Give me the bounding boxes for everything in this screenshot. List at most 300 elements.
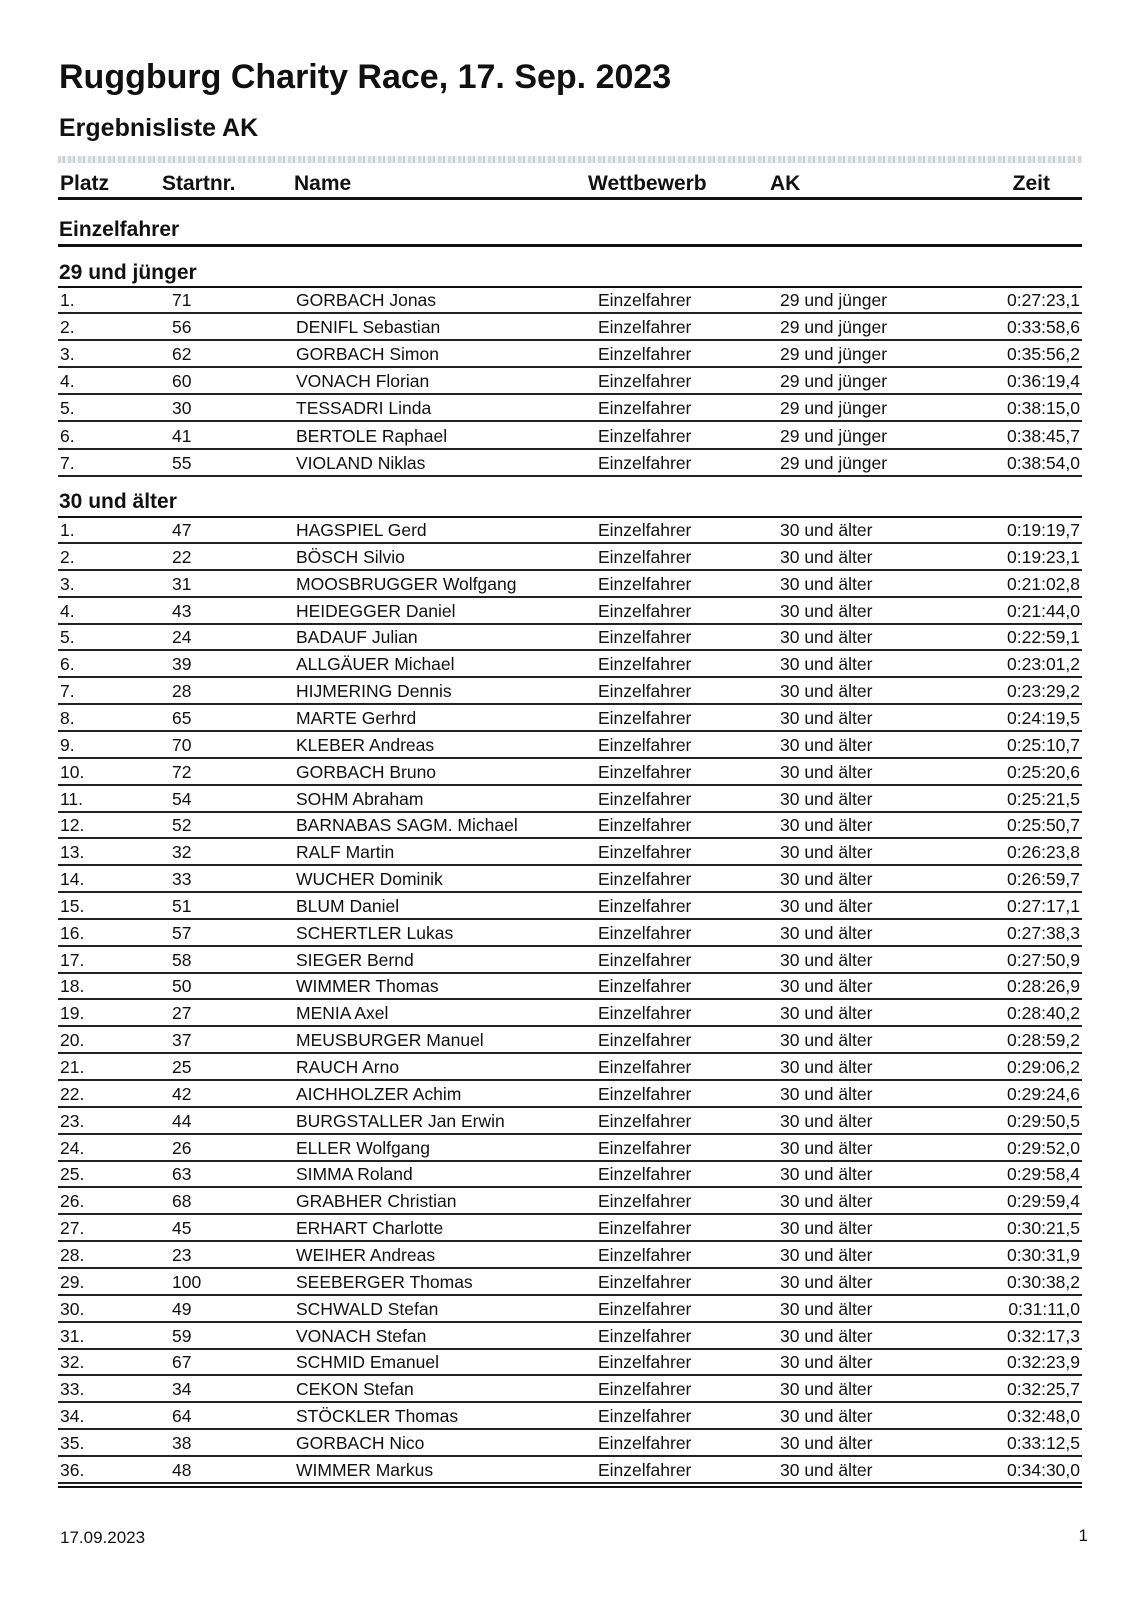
- cell-ak: 30 und älter: [780, 1083, 873, 1104]
- table-row: [58, 624, 1082, 651]
- cell-wettbewerb: Einzelfahrer: [598, 949, 692, 970]
- cell-ak: 30 und älter: [780, 573, 873, 594]
- cell-ak: 30 und älter: [780, 1030, 873, 1051]
- table-row: [58, 571, 1082, 598]
- cell-wettbewerb: Einzelfahrer: [598, 1030, 692, 1051]
- cell-platz: 2.: [60, 546, 75, 567]
- category-title: Einzelfahrer: [59, 218, 180, 241]
- cell-platz: 4.: [60, 371, 75, 392]
- cell-platz: 7.: [60, 681, 75, 702]
- cell-platz: 24.: [60, 1137, 85, 1158]
- cell-name: ELLER Wolfgang: [296, 1137, 430, 1158]
- column-header-wettbewerb: Wettbewerb: [588, 172, 707, 195]
- cell-ak: 30 und älter: [780, 761, 873, 782]
- cell-name: GORBACH Nico: [296, 1432, 425, 1453]
- cell-startnr: 58: [172, 949, 192, 970]
- cell-platz: 2.: [60, 317, 75, 338]
- cell-zeit: 0:29:52,0: [1007, 1137, 1080, 1158]
- cell-ak: 30 und älter: [780, 1003, 873, 1024]
- cell-startnr: 57: [172, 922, 192, 943]
- cell-zeit: 0:30:38,2: [1007, 1271, 1080, 1292]
- cell-zeit: 0:33:58,6: [1007, 317, 1080, 338]
- cell-zeit: 0:27:38,3: [1007, 922, 1080, 943]
- table-row: [58, 732, 1082, 759]
- cell-name: SCHWALD Stefan: [296, 1298, 439, 1319]
- table-row: [58, 1457, 1082, 1484]
- cell-ak: 30 und älter: [780, 1137, 873, 1158]
- cell-zeit: 0:33:12,5: [1007, 1432, 1080, 1453]
- cell-ak: 30 und älter: [780, 1271, 873, 1292]
- cell-ak: 29 und jünger: [780, 452, 888, 473]
- cell-name: STÖCKLER Thomas: [296, 1406, 459, 1427]
- cell-zeit: 0:29:06,2: [1007, 1057, 1080, 1077]
- cell-platz: 12.: [60, 815, 85, 836]
- cell-zeit: 0:30:31,9: [1007, 1244, 1080, 1265]
- cell-platz: 6.: [60, 425, 75, 446]
- cell-ak: 30 und älter: [780, 895, 873, 916]
- cell-ak: 30 und älter: [780, 842, 873, 863]
- cell-zeit: 0:38:15,0: [1007, 398, 1080, 419]
- cell-platz: 22.: [60, 1083, 85, 1104]
- cell-startnr: 50: [172, 976, 192, 997]
- cell-wettbewerb: Einzelfahrer: [598, 452, 692, 473]
- cell-ak: 30 und älter: [780, 600, 873, 621]
- cell-ak: 30 und älter: [780, 1459, 873, 1480]
- cell-wettbewerb: Einzelfahrer: [598, 520, 692, 540]
- cell-wettbewerb: Einzelfahrer: [598, 976, 692, 997]
- cell-platz: 30.: [60, 1298, 85, 1319]
- cell-zeit: 0:28:59,2: [1007, 1030, 1080, 1051]
- cell-wettbewerb: Einzelfahrer: [598, 788, 692, 809]
- cell-wettbewerb: Einzelfahrer: [598, 371, 692, 392]
- cell-wettbewerb: Einzelfahrer: [598, 1110, 692, 1131]
- cell-zeit: 0:23:29,2: [1007, 681, 1080, 702]
- cell-name: GORBACH Jonas: [296, 290, 437, 310]
- cell-ak: 30 und älter: [780, 1244, 873, 1265]
- cell-platz: 25.: [60, 1164, 85, 1185]
- header-rule: [58, 197, 1082, 200]
- table-row: [58, 1215, 1082, 1242]
- cell-ak: 30 und älter: [780, 681, 873, 702]
- cell-name: GRABHER Christian: [296, 1191, 457, 1212]
- cell-name: SOHM Abraham: [296, 788, 424, 809]
- cell-zeit: 0:27:50,9: [1007, 949, 1080, 970]
- cell-name: TESSADRI Linda: [296, 398, 432, 419]
- cell-platz: 27.: [60, 1218, 85, 1239]
- cell-zeit: 0:31:11,0: [1008, 1298, 1080, 1319]
- cell-wettbewerb: Einzelfahrer: [598, 761, 692, 782]
- table-row: [58, 866, 1082, 893]
- cell-platz: 34.: [60, 1406, 85, 1427]
- cell-zeit: 0:24:19,5: [1007, 707, 1080, 728]
- table-row: [58, 812, 1082, 839]
- document-title: Ruggburg Charity Race, 17. Sep. 2023: [59, 58, 672, 96]
- cell-startnr: 71: [172, 290, 192, 310]
- table-row: [58, 1108, 1082, 1135]
- cell-platz: 3.: [60, 573, 75, 594]
- cell-zeit: 0:38:54,0: [1007, 452, 1080, 473]
- cell-wettbewerb: Einzelfahrer: [598, 1191, 692, 1212]
- cell-platz: 4.: [60, 600, 75, 621]
- cell-zeit: 0:23:01,2: [1007, 654, 1080, 675]
- cell-wettbewerb: Einzelfahrer: [598, 1379, 692, 1400]
- cell-startnr: 54: [172, 788, 192, 809]
- cell-platz: 10.: [60, 761, 85, 782]
- table-row: [58, 517, 1082, 544]
- cell-startnr: 44: [172, 1110, 192, 1131]
- cell-startnr: 59: [172, 1325, 192, 1346]
- cell-name: WEIHER Andreas: [296, 1244, 436, 1265]
- cell-ak: 30 und älter: [780, 1057, 873, 1077]
- cell-startnr: 43: [172, 600, 192, 621]
- cell-zeit: 0:19:23,1: [1007, 546, 1080, 567]
- cell-zeit: 0:32:17,3: [1007, 1325, 1080, 1346]
- cell-wettbewerb: Einzelfahrer: [598, 1325, 692, 1346]
- cell-wettbewerb: Einzelfahrer: [598, 573, 692, 594]
- cell-platz: 28.: [60, 1244, 85, 1265]
- footer-date: 17.09.2023: [60, 1528, 146, 1547]
- cell-zeit: 0:29:50,5: [1007, 1110, 1080, 1131]
- cell-zeit: 0:36:19,4: [1007, 371, 1080, 392]
- cell-startnr: 37: [172, 1030, 192, 1051]
- cell-startnr: 64: [172, 1406, 192, 1427]
- cell-name: HIJMERING Dennis: [296, 681, 452, 702]
- table-row: [58, 839, 1082, 866]
- cell-name: DENIFL Sebastian: [296, 317, 441, 338]
- cell-wettbewerb: Einzelfahrer: [598, 344, 692, 365]
- table-row: [58, 1081, 1082, 1108]
- cell-zeit: 0:29:59,4: [1007, 1191, 1080, 1212]
- cell-startnr: 56: [172, 317, 192, 338]
- table-row: [58, 1269, 1082, 1296]
- cell-wettbewerb: Einzelfahrer: [598, 922, 692, 943]
- cell-zeit: 0:28:40,2: [1007, 1003, 1080, 1024]
- cell-wettbewerb: Einzelfahrer: [598, 600, 692, 621]
- table-row: [58, 1296, 1082, 1323]
- cell-name: ALLGÄUER Michael: [296, 654, 455, 675]
- table-row: [58, 1135, 1082, 1162]
- table-row: [58, 450, 1082, 477]
- cell-platz: 6.: [60, 654, 75, 675]
- cell-platz: 3.: [60, 344, 75, 365]
- cell-wettbewerb: Einzelfahrer: [598, 1083, 692, 1104]
- group-title-30-und-aelter: 30 und älter: [59, 490, 177, 513]
- cell-platz: 16.: [60, 922, 85, 943]
- cell-name: MENIA Axel: [296, 1003, 389, 1024]
- cell-name: MARTE Gerhrd: [296, 707, 417, 728]
- table-row: [58, 973, 1082, 1000]
- cell-startnr: 65: [172, 707, 192, 728]
- cell-zeit: 0:32:48,0: [1007, 1406, 1080, 1427]
- table-row: [58, 395, 1082, 422]
- cell-ak: 30 und älter: [780, 922, 873, 943]
- cell-name: WUCHER Dominik: [296, 869, 443, 890]
- cell-platz: 31.: [60, 1325, 85, 1346]
- cell-zeit: 0:32:25,7: [1007, 1379, 1080, 1400]
- cell-zeit: 0:34:30,0: [1007, 1459, 1080, 1480]
- cell-name: VONACH Florian: [296, 371, 430, 392]
- table-row: [58, 368, 1082, 395]
- cell-wettbewerb: Einzelfahrer: [598, 1057, 692, 1077]
- cell-platz: 36.: [60, 1459, 85, 1480]
- cell-ak: 30 und älter: [780, 1432, 873, 1453]
- column-header-startnr: Startnr.: [162, 172, 236, 195]
- cell-platz: 19.: [60, 1003, 85, 1024]
- table-row: [58, 544, 1082, 571]
- cell-startnr: 38: [172, 1432, 192, 1453]
- cell-startnr: 31: [172, 573, 192, 594]
- cell-name: MOOSBRUGGER Wolfgang: [296, 573, 517, 594]
- cell-wettbewerb: Einzelfahrer: [598, 546, 692, 567]
- cell-name: WIMMER Markus: [296, 1459, 434, 1480]
- cell-name: SCHERTLER Lukas: [296, 922, 454, 943]
- cell-ak: 30 und älter: [780, 1298, 873, 1319]
- cell-name: HAGSPIEL Gerd: [296, 520, 427, 540]
- table-row: [58, 598, 1082, 625]
- cell-name: SIEGER Bernd: [296, 949, 414, 970]
- column-header-ak: AK: [770, 172, 801, 195]
- table-row: [58, 947, 1082, 974]
- cell-wettbewerb: Einzelfahrer: [598, 1352, 692, 1373]
- cell-zeit: 0:27:23,1: [1007, 290, 1080, 310]
- table-row: [58, 1161, 1082, 1188]
- cell-startnr: 30: [172, 398, 192, 419]
- cell-ak: 29 und jünger: [780, 344, 888, 365]
- cell-name: VONACH Stefan: [296, 1325, 427, 1346]
- cell-platz: 35.: [60, 1432, 85, 1453]
- cell-zeit: 0:28:26,9: [1007, 976, 1080, 997]
- cell-ak: 29 und jünger: [780, 398, 888, 419]
- cell-wettbewerb: Einzelfahrer: [598, 1406, 692, 1427]
- table-row: [58, 1027, 1082, 1054]
- cell-name: BARNABAS SAGM. Michael: [296, 815, 518, 836]
- document-subtitle: Ergebnisliste AK: [59, 114, 259, 142]
- table-row: [58, 1349, 1082, 1376]
- cell-zeit: 0:25:10,7: [1007, 734, 1080, 755]
- cell-platz: 11.: [60, 788, 84, 809]
- table-row: [58, 287, 1082, 314]
- cell-zeit: 0:22:59,1: [1007, 627, 1080, 648]
- table-row: [58, 1323, 1082, 1350]
- cell-startnr: 32: [172, 842, 192, 863]
- cell-startnr: 24: [172, 627, 192, 648]
- cell-platz: 18.: [60, 976, 85, 997]
- cell-name: SCHMID Emanuel: [296, 1352, 439, 1373]
- cell-platz: 17.: [60, 949, 85, 970]
- cell-zeit: 0:35:56,2: [1007, 344, 1080, 365]
- cell-ak: 30 und älter: [780, 788, 873, 809]
- cell-startnr: 55: [172, 452, 192, 473]
- header-divider: [58, 156, 1082, 163]
- table-row: [58, 786, 1082, 813]
- cell-name: SEEBERGER Thomas: [296, 1271, 473, 1292]
- cell-platz: 9.: [60, 734, 75, 755]
- cell-ak: 30 und älter: [780, 627, 873, 648]
- cell-platz: 21.: [60, 1057, 85, 1077]
- table-row: [58, 423, 1082, 450]
- column-header-name: Name: [294, 172, 352, 195]
- cell-startnr: 51: [172, 895, 192, 916]
- cell-platz: 15.: [60, 895, 85, 916]
- cell-zeit: 0:21:44,0: [1007, 600, 1080, 621]
- table-row: [58, 1000, 1082, 1027]
- table-row: [58, 1054, 1082, 1081]
- cell-wettbewerb: Einzelfahrer: [598, 425, 692, 446]
- cell-name: VIOLAND Niklas: [296, 452, 426, 473]
- cell-startnr: 45: [172, 1218, 192, 1239]
- cell-platz: 14.: [60, 869, 85, 890]
- cell-zeit: 0:25:20,6: [1007, 761, 1080, 782]
- cell-startnr: 62: [172, 344, 192, 365]
- cell-zeit: 0:38:45,7: [1007, 425, 1080, 446]
- cell-platz: 20.: [60, 1030, 85, 1051]
- cell-platz: 26.: [60, 1191, 85, 1212]
- cell-wettbewerb: Einzelfahrer: [598, 681, 692, 702]
- cell-ak: 29 und jünger: [780, 371, 888, 392]
- cell-name: BERTOLE Raphael: [296, 425, 448, 446]
- cell-name: GORBACH Simon: [296, 344, 439, 365]
- cell-ak: 30 und älter: [780, 1352, 873, 1373]
- cell-ak: 30 und älter: [780, 520, 873, 540]
- cell-wettbewerb: Einzelfahrer: [598, 707, 692, 728]
- cell-wettbewerb: Einzelfahrer: [598, 734, 692, 755]
- cell-zeit: 0:21:02,8: [1007, 573, 1080, 594]
- cell-startnr: 41: [172, 425, 192, 446]
- cell-startnr: 47: [172, 520, 192, 540]
- cell-name: BÖSCH Silvio: [296, 546, 405, 567]
- cell-platz: 33.: [60, 1379, 85, 1400]
- cell-startnr: 26: [172, 1137, 192, 1158]
- cell-platz: 13.: [60, 842, 85, 863]
- cell-startnr: 48: [172, 1459, 192, 1480]
- cell-name: HEIDEGGER Daniel: [296, 600, 456, 621]
- cell-platz: 1.: [60, 520, 75, 540]
- cell-startnr: 22: [172, 546, 192, 567]
- cell-name: MEUSBURGER Manuel: [296, 1030, 484, 1051]
- cell-platz: 5.: [60, 627, 75, 648]
- cell-ak: 30 und älter: [780, 1379, 873, 1400]
- cell-ak: 30 und älter: [780, 654, 873, 675]
- cell-ak: 30 und älter: [780, 546, 873, 567]
- cell-ak: 30 und älter: [780, 1191, 873, 1212]
- row-divider: [58, 1482, 1082, 1484]
- cell-wettbewerb: Einzelfahrer: [598, 317, 692, 338]
- cell-name: WIMMER Thomas: [296, 976, 439, 997]
- table-row: [58, 705, 1082, 732]
- cell-zeit: 0:32:23,9: [1007, 1352, 1080, 1373]
- category-rule: [58, 244, 1082, 247]
- row-divider: [58, 475, 1082, 477]
- cell-zeit: 0:25:21,5: [1007, 788, 1080, 809]
- cell-wettbewerb: Einzelfahrer: [598, 1164, 692, 1185]
- cell-name: BLUM Daniel: [296, 895, 400, 916]
- cell-startnr: 34: [172, 1379, 192, 1400]
- table-row: [58, 920, 1082, 947]
- cell-startnr: 25: [172, 1057, 192, 1077]
- cell-zeit: 0:29:24,6: [1007, 1083, 1080, 1104]
- cell-zeit: 0:25:50,7: [1007, 815, 1080, 836]
- cell-wettbewerb: Einzelfahrer: [598, 1459, 692, 1480]
- cell-ak: 30 und älter: [780, 1406, 873, 1427]
- cell-zeit: 0:27:17,1: [1007, 895, 1080, 916]
- table-row: [58, 678, 1082, 705]
- cell-ak: 29 und jünger: [780, 317, 888, 338]
- cell-platz: 7.: [60, 452, 75, 473]
- cell-platz: 32.: [60, 1352, 85, 1373]
- cell-ak: 30 und älter: [780, 976, 873, 997]
- cell-wettbewerb: Einzelfahrer: [598, 1244, 692, 1265]
- cell-startnr: 28: [172, 681, 192, 702]
- cell-wettbewerb: Einzelfahrer: [598, 1218, 692, 1239]
- cell-zeit: 0:26:59,7: [1007, 869, 1080, 890]
- cell-startnr: 33: [172, 869, 192, 890]
- table-row: [58, 314, 1082, 341]
- table-row: [58, 1403, 1082, 1430]
- cell-name: AICHHOLZER Achim: [296, 1083, 462, 1104]
- cell-wettbewerb: Einzelfahrer: [598, 1271, 692, 1292]
- cell-platz: 8.: [60, 707, 75, 728]
- table-row: [58, 1430, 1082, 1457]
- cell-zeit: 0:19:19,7: [1007, 520, 1080, 540]
- cell-wettbewerb: Einzelfahrer: [598, 654, 692, 675]
- table-row: [58, 1242, 1082, 1269]
- cell-ak: 30 und älter: [780, 707, 873, 728]
- cell-ak: 30 und älter: [780, 1218, 873, 1239]
- footer-rule: [58, 1486, 1082, 1488]
- cell-startnr: 63: [172, 1164, 192, 1185]
- cell-zeit: 0:30:21,5: [1007, 1218, 1080, 1239]
- cell-name: RALF Martin: [296, 842, 395, 863]
- cell-ak: 30 und älter: [780, 949, 873, 970]
- cell-name: ERHART Charlotte: [296, 1218, 444, 1239]
- cell-platz: 23.: [60, 1110, 85, 1131]
- cell-platz: 5.: [60, 398, 75, 419]
- cell-wettbewerb: Einzelfahrer: [598, 1298, 692, 1319]
- cell-startnr: 27: [172, 1003, 192, 1024]
- cell-name: CEKON Stefan: [296, 1379, 414, 1400]
- cell-name: GORBACH Bruno: [296, 761, 437, 782]
- cell-wettbewerb: Einzelfahrer: [598, 1432, 692, 1453]
- cell-ak: 30 und älter: [780, 815, 873, 836]
- cell-name: SIMMA Roland: [296, 1164, 413, 1185]
- table-row: [58, 651, 1082, 678]
- cell-wettbewerb: Einzelfahrer: [598, 627, 692, 648]
- group-title-29-und-juenger: 29 und jünger: [59, 261, 197, 284]
- table-row: [58, 1376, 1082, 1403]
- column-header-platz: Platz: [60, 172, 110, 195]
- page-number: 1: [1078, 1526, 1088, 1545]
- cell-ak: 29 und jünger: [780, 425, 888, 446]
- cell-startnr: 70: [172, 734, 192, 755]
- cell-ak: 30 und älter: [780, 869, 873, 890]
- cell-startnr: 68: [172, 1191, 192, 1212]
- cell-ak: 30 und älter: [780, 1325, 873, 1346]
- cell-name: BURGSTALLER Jan Erwin: [296, 1110, 505, 1131]
- cell-name: KLEBER Andreas: [296, 734, 435, 755]
- cell-wettbewerb: Einzelfahrer: [598, 1003, 692, 1024]
- cell-wettbewerb: Einzelfahrer: [598, 815, 692, 836]
- cell-ak: 29 und jünger: [780, 290, 888, 310]
- column-header-zeit: Zeit: [1012, 172, 1050, 195]
- table-row: [58, 1188, 1082, 1215]
- table-header: [58, 170, 1082, 200]
- cell-wettbewerb: Einzelfahrer: [598, 842, 692, 863]
- cell-name: BADAUF Julian: [296, 627, 418, 648]
- cell-wettbewerb: Einzelfahrer: [598, 895, 692, 916]
- cell-platz: 1.: [60, 290, 75, 310]
- cell-wettbewerb: Einzelfahrer: [598, 869, 692, 890]
- cell-zeit: 0:26:23,8: [1007, 842, 1080, 863]
